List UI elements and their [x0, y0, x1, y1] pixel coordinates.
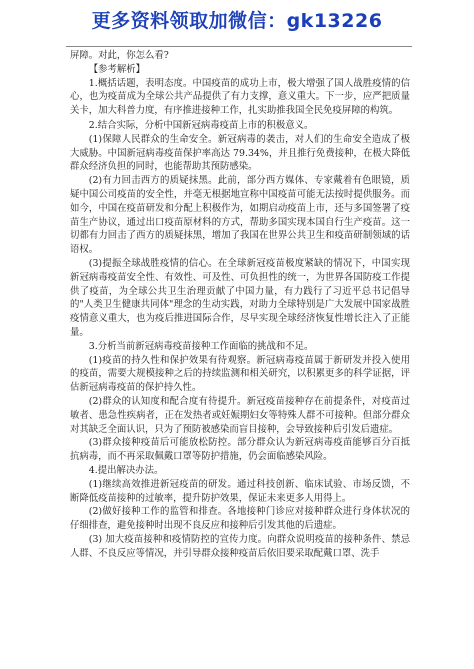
paragraph-point-3-1: (1)疫苗的持久性和保护效果有待观察。新冠病毒疫苗属于新研发并投入使用的疫苗，需要大规模接种之后的持续监测和相关研究，以积累更多的科学证据，评估新冠病毒疫苗的保护持久性。: [70, 354, 410, 394]
paragraph-point-4-2: (2)做好接种工作的监管和排查。各地接种门诊应对接种群众进行身体状况的仔细排查，避免接种时出现不良反应和接种后引发其他的后遗症。: [70, 506, 410, 532]
paragraph-point-1: 1.概括话题，表明态度。中国疫苗的成功上市，极大增强了国人战胜疫情的信心，也为疫苗成为全球公共产品提供了有力支撑，意义重大。下一步，应严把质量关卡，加大科普力度，有序推进接种工作，扎实助推我国全民免疫屏障的构筑。: [70, 77, 410, 117]
header-divider: [66, 46, 412, 47]
section-heading-reference-analysis: 【参考解析】: [88, 63, 146, 75]
paragraph-point-3-heading: 3.分析当前新冠病毒疫苗接种工作面临的挑战和不足。: [88, 340, 314, 352]
paragraph-point-4-heading: 4.提出解决办法。: [88, 464, 164, 476]
paragraph-point-4-3: (3) 加大疫苗接种和疫情防控的宣传力度。向群众说明疫苗的接种条件、禁忌人群、不良反应等情况，并引导群众接种疫苗后依旧要采取配戴口罩、洗手: [70, 533, 410, 559]
paragraph-point-2-1: (1)保障人民群众的生命安全。新冠病毒的袭击，对人们的生命安全造成了极大威胁。中国新冠病毒疫苗保护率高达 79.34%，并且推行免费接种，在极大降低群众经济负担的同时，也能帮助其预防感染。: [70, 133, 410, 173]
paragraph-point-2-2: (2)有力回击西方的质疑抹黑。此前，部分西方媒体、专家戴着有色眼镜，质疑中国公司疫苗的安全性，并毫无根据地宣称中国疫苗可能无法按时提供服务。而如今，中国在疫苗研发和分配上积极作为，如期启动疫苗上市，还与多国签署了疫苗生产协议，通过出口疫苗原材料的方式，帮助多国实现本国自行生产疫苗。这一切都有力回击了西方的质疑抹黑，增加了我国在世界公共卫生和疫苗研制领域的话语权。: [70, 175, 410, 256]
promo-header-banner: 更多资料领取加微信：gk13226: [91, 10, 383, 32]
paragraph-point-2-heading: 2.结合实际，分析中国新冠病毒疫苗上市的积极意义。: [88, 119, 314, 131]
document-body: [70, 49, 410, 560]
paragraph-point-2-3: (3)提振全球战胜疫情的信心。在全球新冠疫苗极度紧缺的情况下，中国实现新冠病毒疫苗安全性、有效性、可及性、可负担性的统一，为世界各国防疫工作提供了疫苗，为全球公共卫生治理贡献了中国力量，有力践行了习近平总书记倡导的"人类卫生健康共同体"理念的生动实践，对助力全球特别是广大发展中国家战胜疫情意义重大，也为疫后推进国际合作，尽早实现全球经济恢复性增长注入了正能量。: [70, 257, 410, 338]
paragraph-point-3-2: (2)群众的认知度和配合度有待提升。新冠疫苗接种存在前提条件，对疫苗过敏者、患急性疾病者，正在发热者或妊娠期妇女等特殊人群不可接种。但部分群众对其缺乏全面认识，只为了预防被感染而盲目接种，会导致接种后引发后遗症。: [70, 395, 410, 435]
paragraph-point-4-1: (1)继续高效推进新冠疫苗的研发。通过科技创新、临床试验、市场反馈，不断降低疫苗接种的过敏率，提升防护效果，保证未来更多人用得上。: [70, 478, 410, 504]
paragraph-point-3-3: (3)群众接种疫苗后可能放松防控。部分群众认为新冠病毒疫苗能够百分百抵抗病毒，而不再采取佩戴口罩等防护措施，仍会面临感染风险。: [70, 437, 410, 463]
paragraph-continuation: 屏障。对此，你怎么看?: [70, 50, 169, 61]
